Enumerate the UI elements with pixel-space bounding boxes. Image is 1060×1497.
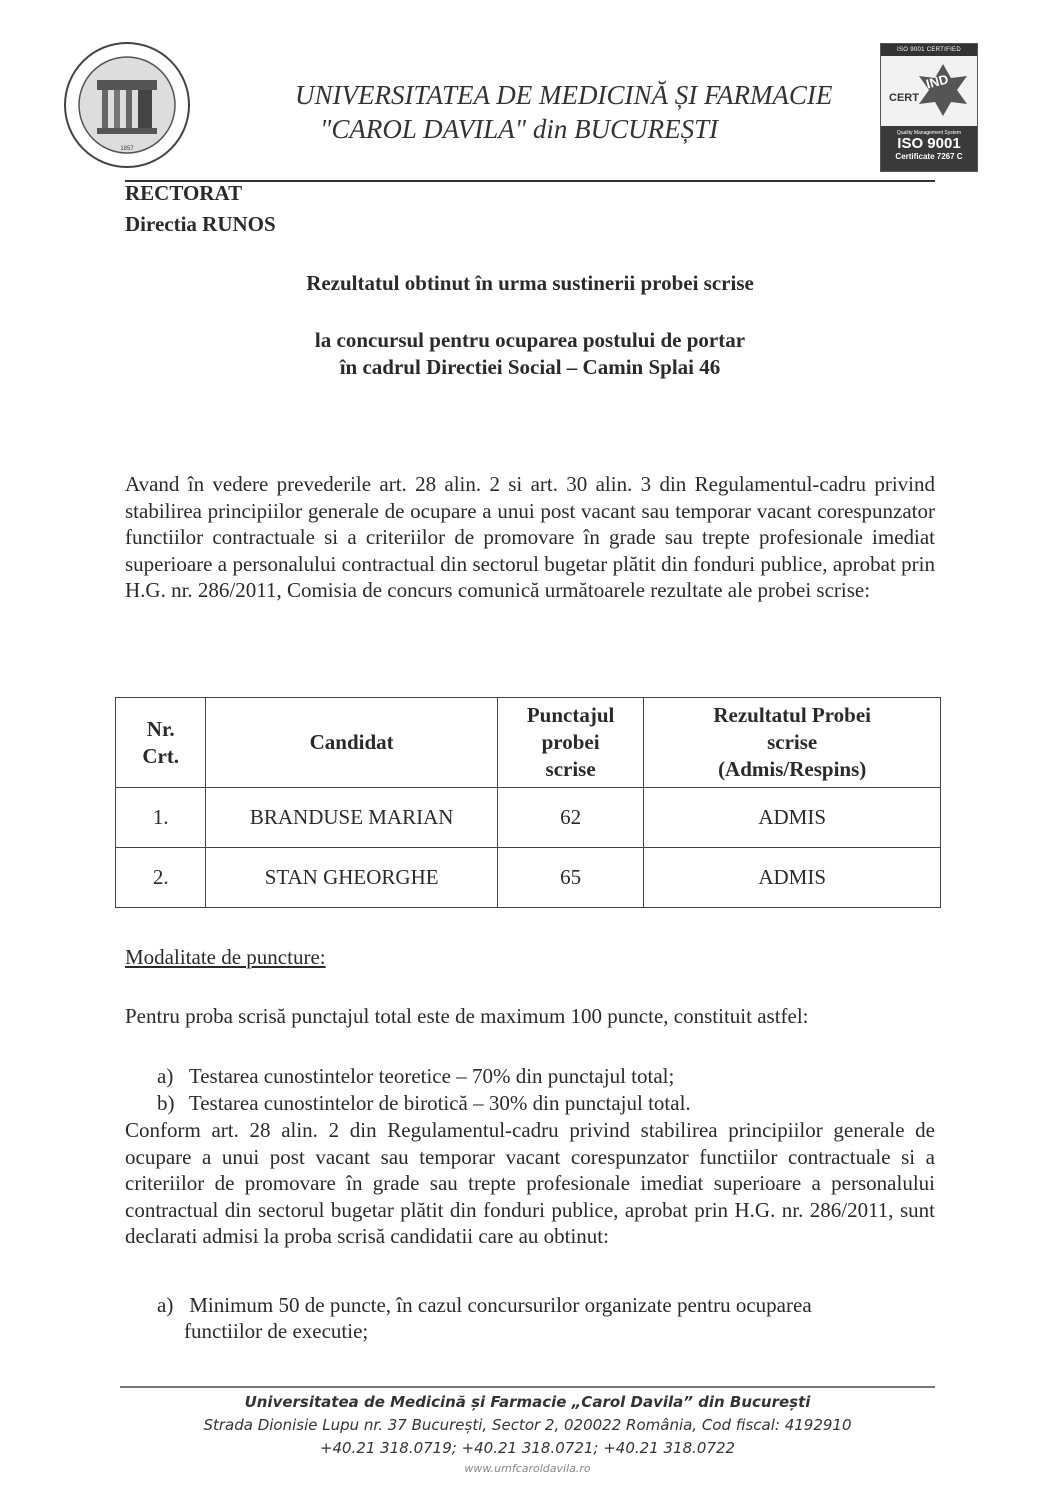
list-marker: a) [157, 1293, 174, 1317]
footer-divider [120, 1386, 935, 1388]
footer-website-link[interactable]: www.umfcaroldavila.ro [464, 1462, 591, 1475]
header-nr: Nr. Crt. [116, 698, 206, 788]
table-row [116, 788, 941, 848]
header-candidat: Candidat [206, 698, 497, 788]
criteria-item-continuation: functiilor de executie; [184, 1319, 369, 1343]
intro-paragraph: Avand în vedere prevederile art. 28 alin. 2 si art. 30 alin. 3 din Regulamentul-cadru privind stabilirea principiilor generale de ocupare a unui post vacant sau temporar vacant corespunzator functiilor contractuale si a criteriilor de promovare în grade sau trepte profesionale imediat superioare a personalului contractual din sectorul bugetar plătit din fonduri publice, aprobat prin H.G. nr. 286/2011, Comisia de concurs comunică următoarele rezultate ale probei scrise: [125, 472, 935, 602]
results-table [115, 697, 941, 908]
cell-punctaj: 62 [497, 788, 643, 848]
university-name-line2: "CAROL DAVILA" din BUCUREȘTI [320, 114, 719, 144]
university-name [250, 78, 890, 146]
ind-label: IND [924, 71, 950, 92]
scoring-item-text: Testarea cunostintelor de birotică – 30% din punctajul total. [188, 1091, 691, 1115]
cell-rezultat: ADMIS [644, 788, 941, 848]
criteria-item [157, 1292, 935, 1319]
footer-address: Strada Dionisie Lupu nr. 37 București, Sector 2, 020022 România, Cod fiscal: 4192910 [203, 1416, 852, 1434]
cell-rezultat: ADMIS [644, 848, 941, 908]
iso-small-text: Quality Management System [896, 130, 962, 136]
conform-paragraph: Conform art. 28 alin. 2 din Regulamentul-cadru privind stabilirea principiilor generale de ocupare a unui post vacant sau temporar vacant corespunzator functiilor contractuale si a criteriilor de promovare în grade sau trepte profesionale imediat superioare a personalului contractual din sectorul bugetar plătit din fonduri publice, aprobat prin H.G. nr. 286/2011, sunt declarati admisi la proba scrisă candidatii care au obtinut: [125, 1118, 935, 1248]
table-row [116, 848, 941, 908]
cell-nr: 1. [116, 788, 206, 848]
table-header-row [116, 698, 941, 788]
iso-bottom-panel [881, 126, 977, 171]
iso-certification-badge-icon [880, 43, 978, 172]
header-punctaj: Punctajul probei scrise [497, 698, 643, 788]
cell-candidat: BRANDUSE MARIAN [206, 788, 497, 848]
cert-label: CERT [889, 92, 919, 104]
footer-phones: +40.21 318.0719; +40.21 318.0721; +40.21 318.0722 [319, 1439, 736, 1457]
cell-nr: 2. [116, 848, 206, 908]
footer-university-name: Universitatea de Medicină și Farmacie „Carol Davila” din București [244, 1393, 811, 1411]
svg-text:1857: 1857 [120, 146, 134, 152]
iso-certificate-number: Certificate 7267 C [895, 152, 963, 161]
document-subtitle-line2: în cadrul Directiei Social – Camin Splai 46 [339, 355, 721, 379]
iso-label: ISO 9001 [897, 135, 961, 152]
iso-top-strip: ISO 9001 CERTIFIED [881, 44, 977, 56]
certind-logo [881, 56, 977, 126]
rectorat-label: RECTORAT [125, 181, 243, 205]
scoring-intro: Pentru proba scrisă punctajul total este de maximum 100 puncte, constituit astfel: [125, 1004, 809, 1028]
scoring-item-text: Testarea cunostintelor teoretice – 70% din punctajul total; [188, 1064, 675, 1088]
directia-label: Directia RUNOS [125, 212, 276, 236]
document-title: Rezultatul obtinut în urma sustinerii probei scrise [306, 271, 754, 295]
criteria-item-text-line1: Minimum 50 de puncte, în cazul concursurilor organizate pentru ocuparea [189, 1293, 812, 1317]
list-marker: b) [157, 1091, 175, 1115]
document-subtitle-line1: la concursul pentru ocuparea postului de portar [314, 328, 746, 352]
header-divider [125, 180, 935, 182]
cell-punctaj: 65 [497, 848, 643, 908]
scoring-heading: Modalitate de puncture: [125, 945, 326, 969]
university-name-line1: UNIVERSITATEA DE MEDICINĂ ȘI FARMACIE [295, 80, 833, 110]
list-marker: a) [157, 1064, 174, 1088]
scoring-item [157, 1090, 691, 1117]
scoring-item [157, 1063, 674, 1090]
cell-candidat: STAN GHEORGHE [206, 848, 497, 908]
university-seal-icon [62, 40, 192, 170]
header-rezultat: Rezultatul Probei scrise (Admis/Respins) [644, 698, 941, 788]
